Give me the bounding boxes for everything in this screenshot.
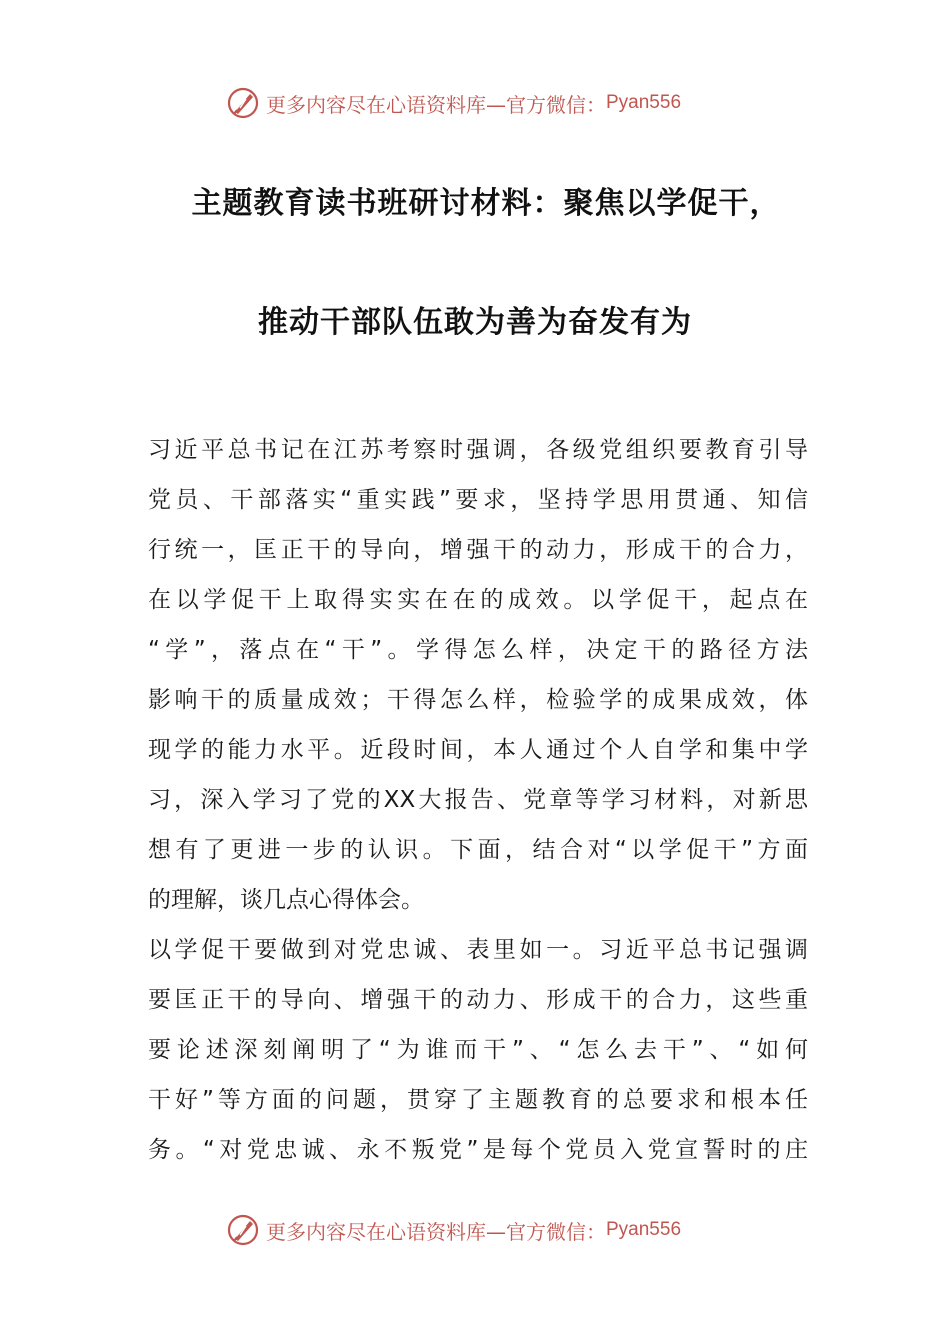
body-line: 要论述深刻阐明了“为谁而干”、“怎么去干”、“如何: [148, 1037, 808, 1063]
body-line: 在以学促干上取得实实在在的成效。以学促干，起点在: [148, 587, 808, 613]
body-line: 干好”等方面的问题，贯穿了主题教育的总要求和根本任: [148, 1087, 808, 1113]
header-banner-text: 更多内容尽在心语资料库—官方微信：: [266, 92, 606, 117]
footer-banner: [226, 1210, 681, 1250]
body-line: 现学的能力水平。近段时间，本人通过个人自学和集中学: [148, 737, 808, 763]
body-line: 影响干的质量成效；干得怎么样，检验学的成果成效，体: [148, 687, 808, 713]
body-line: 的理解，谈几点心得体会。: [148, 887, 424, 913]
document-title-line-1: 主题教育读书班研讨材料：聚焦以学促干，: [191, 186, 781, 221]
body-line: “学”，落点在“干”。学得怎么样，决定干的路径方法: [148, 637, 808, 663]
quill-pen-circle-icon: [226, 1213, 260, 1247]
body-line: 以学促干要做到对党忠诚、表里如一。习近平总书记强调: [148, 937, 808, 963]
body-line: 想有了更进一步的认识。下面，结合对“以学促干”方面: [148, 837, 808, 863]
body-line: 习，深入学习了党的XX大报告、党章等学习材料，对新思: [148, 787, 808, 813]
body-line: 习近平总书记在江苏考察时强调，各级党组织要教育引导: [148, 437, 808, 463]
header-banner-wechat-id: Pyan556: [606, 92, 682, 113]
document-title-line-2: 推动干部队伍敢为善为奋发有为: [258, 305, 692, 340]
body-line: 要匡正干的导向、增强干的动力、形成干的合力，这些重: [148, 987, 808, 1013]
body-line: 党员、干部落实“重实践”要求，坚持学思用贯通、知信: [148, 487, 808, 513]
quill-pen-circle-icon: [226, 86, 260, 120]
footer-banner-wechat-id: Pyan556: [606, 1219, 682, 1240]
footer-banner-text: 更多内容尽在心语资料库—官方微信：: [266, 1219, 606, 1244]
body-line: 务。“对党忠诚、永不叛党”是每个党员入党宣誓时的庄: [148, 1137, 808, 1163]
header-banner: [226, 83, 681, 123]
body-line: 行统一，匡正干的导向，增强干的动力，形成干的合力，: [148, 537, 808, 563]
